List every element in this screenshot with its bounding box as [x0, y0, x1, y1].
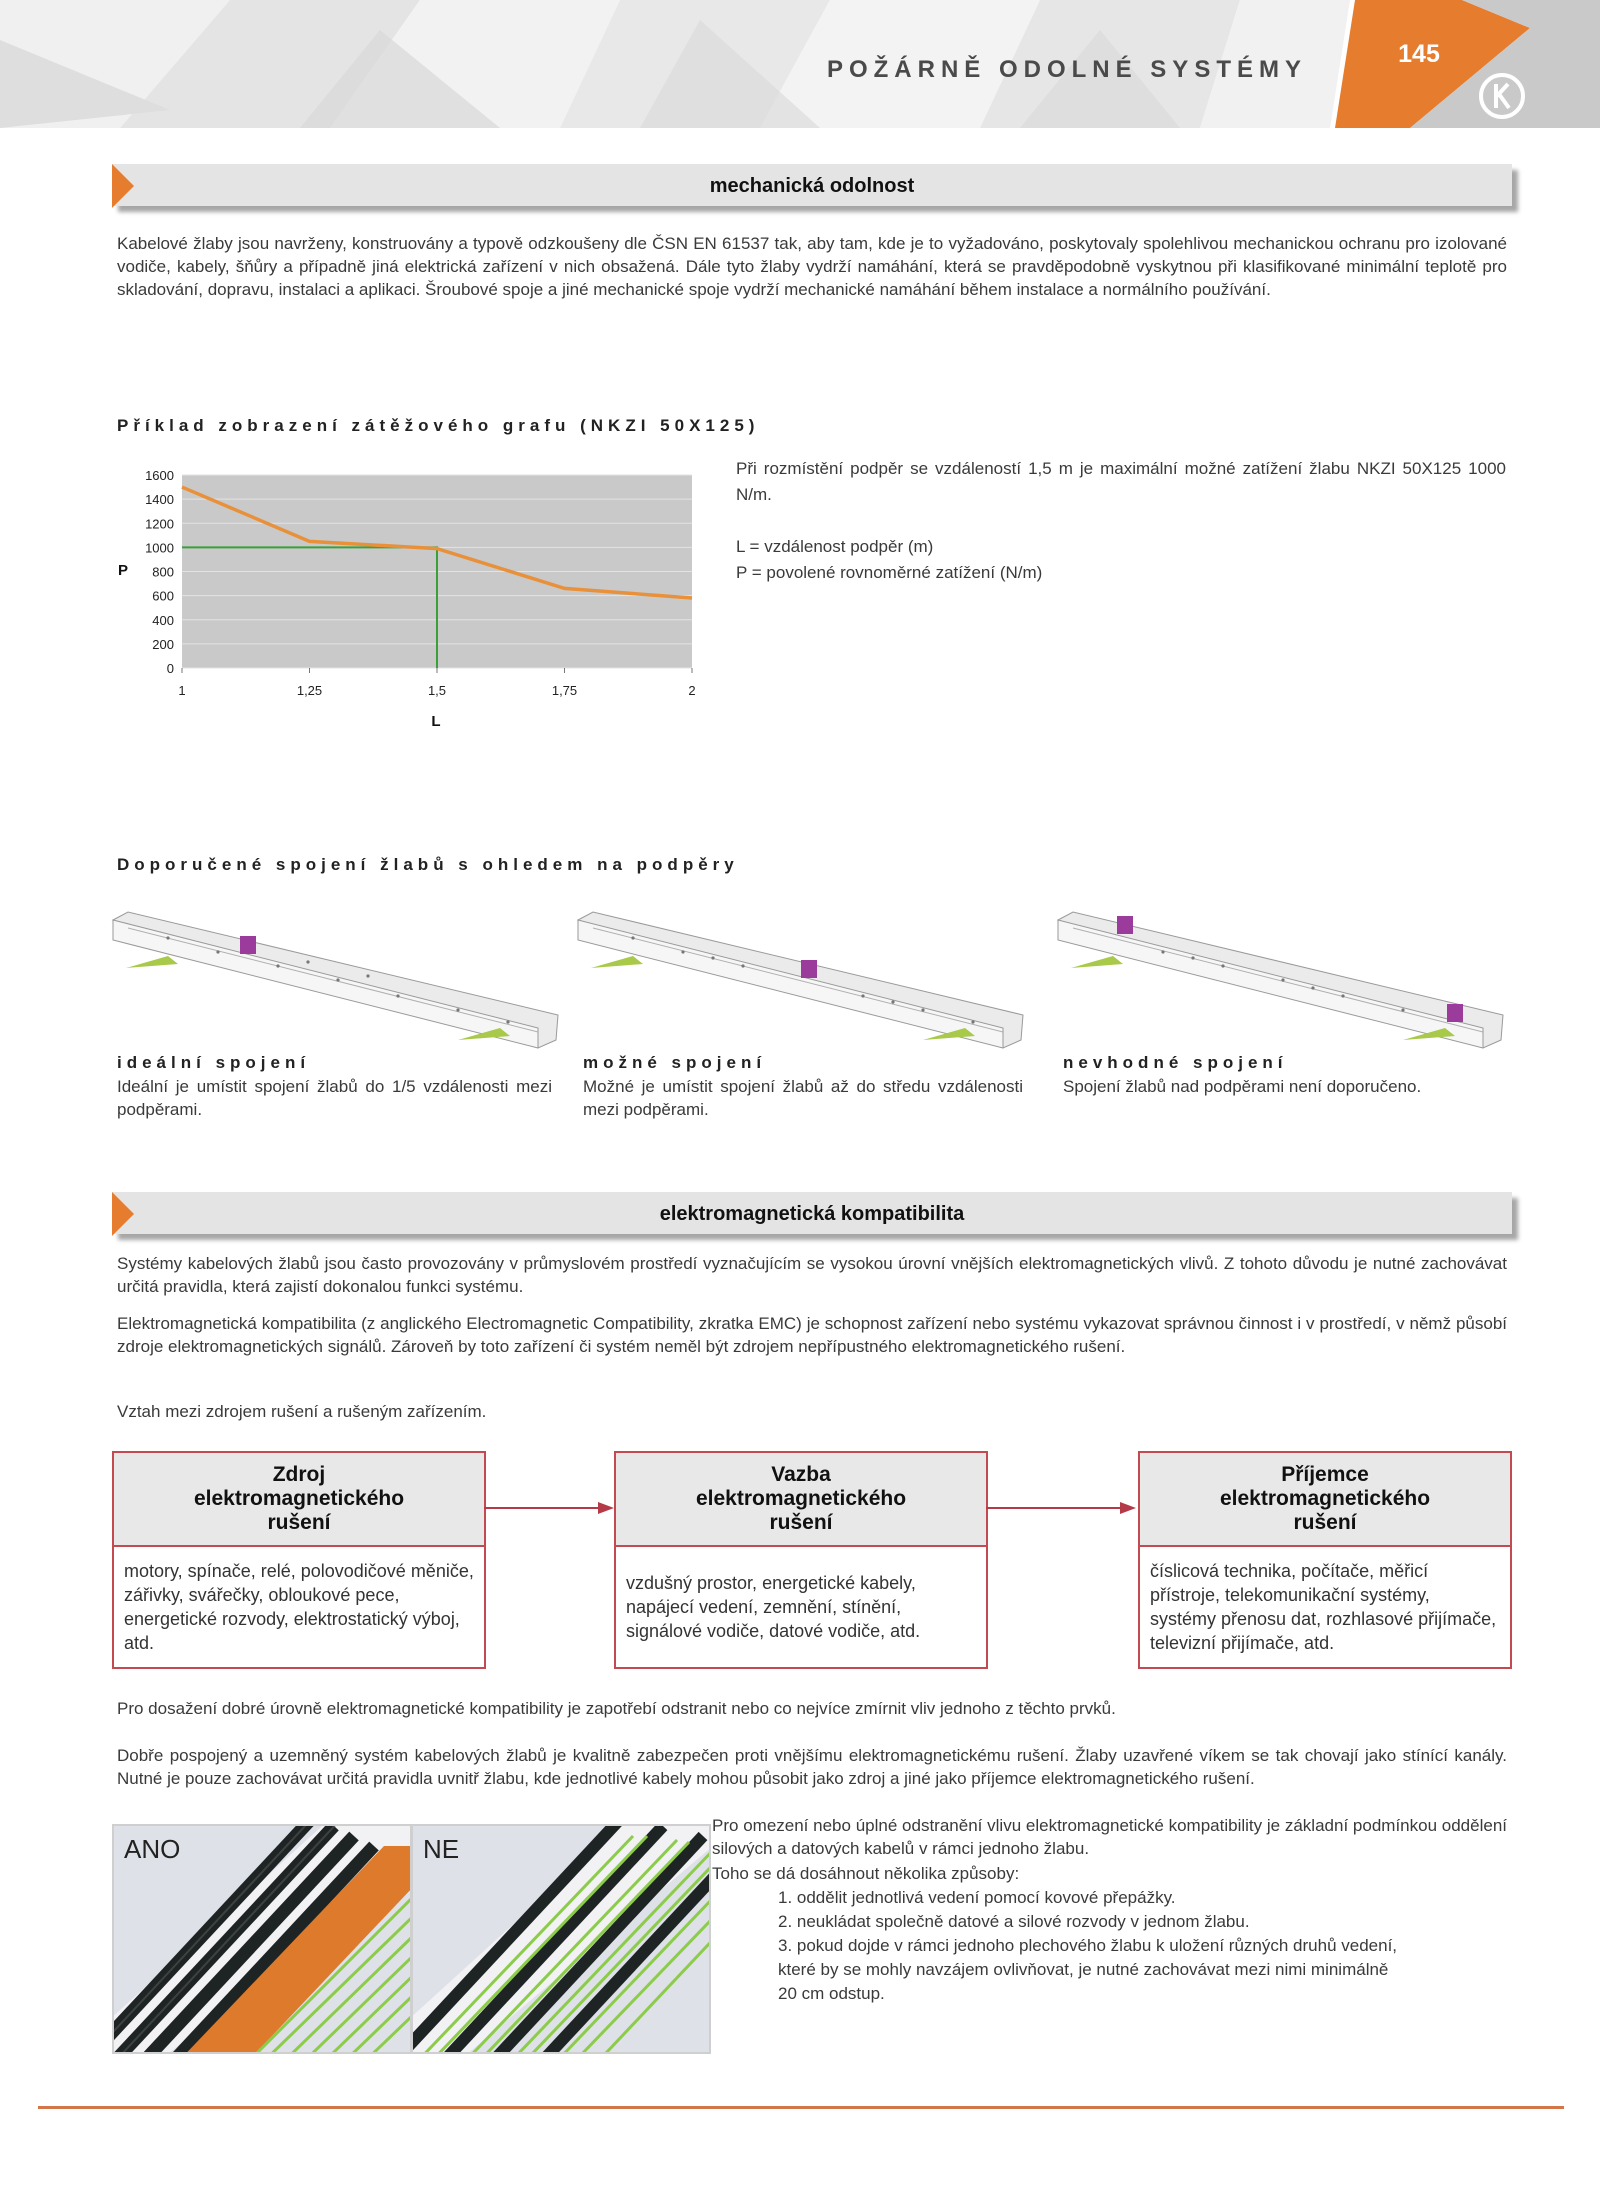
- emc-box-title: Příjemce: [1281, 1463, 1369, 1486]
- tray-unsuitable-illustration: [1053, 900, 1505, 1060]
- emc-box-text: motory, spínače, relé, polovodičové měniče, zářivky, svářečky, obloukové pece, energetické rozvody, elektrostatický výboj, atd.: [124, 1561, 474, 1653]
- emc-paragraph-1: Systémy kabelových žlabů jsou často provozovány v průmyslovém prostředí vyznačujícím se vysokou úrovní vnějších elektromagnetických vlivů. Z tohoto důvodu je nutné zachovávat určitá pravidla, která zajistí dokonalou funkci systému.: [117, 1254, 1507, 1296]
- x-tick-label: 1: [178, 683, 186, 698]
- arrow-right-icon: [986, 1498, 1138, 1518]
- emc-final-lead: Toho se dá dosáhnout několika způsoby:: [712, 1864, 1020, 1883]
- footer-rule: [38, 2106, 1564, 2109]
- joint-unsuitable-title: nevhodné spojení: [1063, 1053, 1288, 1072]
- photo-no-label: NE: [423, 1834, 460, 1864]
- joints-heading: Doporučené spojení žlabů s ohledem na podpěry: [117, 855, 739, 874]
- y-tick-label: 600: [152, 588, 174, 604]
- joint-possible-title: možné spojení: [583, 1053, 767, 1072]
- y-tick-label: 1600: [145, 468, 174, 483]
- header-background: [0, 0, 1600, 128]
- x-tick-label: 1,5: [427, 683, 447, 698]
- tray-ideal-illustration: [108, 900, 560, 1060]
- photo-incorrect-separation: [411, 1824, 711, 2054]
- graph-description: Při rozmístění podpěr se vzdáleností 1,5 m je maximální možné zatížení žlabu NKZI 50X125 1000 N/m.: [736, 459, 1506, 504]
- emc-paragraph-3: Pro dosažení dobré úrovně elektromagnetické kompatibility je zapotřebí odstranit nebo co nejvíce zmírnit vliv jednoho z těchto prvků.: [117, 1699, 1116, 1718]
- legend-l: L = vzdálenost podpěr (m): [736, 537, 934, 556]
- x-axis-label: L: [431, 713, 441, 730]
- emc-box-text: číslicová technika, počítače, měřicí přístroje, telekomunikační systémy, systémy přenosu dat, rozhlasové přijímače, televizní přijímače, atd.: [1150, 1561, 1497, 1653]
- y-tick-label: 1200: [145, 516, 174, 532]
- mechanical-paragraph: Kabelové žlaby jsou navrženy, konstruovány a typově odzkoušeny dle ČSN EN 61537 tak, aby tam, kde je to vyžadováno, poskytovaly spolehlivou mechanickou ochranu pro izolované vodiče, kabely, šňůry a případně jiná elektrická zařízení v nich obsažená. Dále tyto žlaby vydrží namáhání, která se pravděpodobně vyskytnou při klasifikované minimální teplotě pro skladování, dopravu, instalaci a aplikaci. Šroubové spoje a jiné mechanické spoje vydrží mechanické namáhání během instalace a normálního používání.: [117, 234, 1507, 299]
- emc-box-title: Vazba: [771, 1463, 831, 1486]
- list-item: 3. pokud dojde v rámci jednoho plechového žlabu k uložení různých druhů vedení,: [778, 1936, 1398, 1955]
- y-tick-label: 400: [152, 612, 174, 628]
- x-tick-label: 1,25: [296, 683, 323, 698]
- photo-yes-label: ANO: [124, 1834, 181, 1864]
- x-tick-label: 2: [688, 683, 696, 698]
- x-tick-label: 1,75: [551, 683, 578, 698]
- emc-box-title: elektromagnetického: [695, 1487, 907, 1510]
- joint-ideal-title: ideální spojení: [117, 1053, 311, 1072]
- emc-coupling-box: [614, 1451, 988, 1669]
- list-item: 20 cm odstup.: [778, 1984, 885, 2003]
- y-axis-label: P: [118, 562, 129, 579]
- emc-final-intro: Pro omezení nebo úplné odstranění vlivu elektromagnetické kompatibility je základní podmínkou oddělení silových a datových kabelů v rámci jednoho žlabu.: [712, 1816, 1507, 1858]
- section-mechanical-resistance-bar: [112, 164, 1512, 208]
- k-logo-icon: [1478, 72, 1526, 120]
- photo-correct-separation: [112, 1824, 412, 2054]
- emc-box-title: elektromagnetického: [1219, 1487, 1431, 1510]
- emc-paragraph-4: Dobře pospojený a uzemněný systém kabelových žlabů je kvalitně zabezpečen proti vnějšímu elektromagnetickému rušení. Žlaby uzavřené víkem se tak chovají jako stínící kanály. Nutné je pouze zachovávat určitá pravidla uvnitř žlabu, kde jednotlivé kabely mohou působit jako zdroj a jiné jako příjemce elektromagnetického rušení.: [117, 1746, 1507, 1788]
- section-title: elektromagnetická kompatibilita: [659, 1203, 965, 1225]
- emc-box-title: rušení: [769, 1511, 833, 1534]
- list-item: 2. neukládat společně datové a silové rozvody v jednom žlabu.: [778, 1912, 1250, 1931]
- list-item: které by se mohly navzájem ovlivňovat, je nutné zachovávat mezi nimi minimálně: [778, 1960, 1389, 1979]
- joint-ideal-text: Ideální je umístit spojení žlabů do 1/5 vzdálenosti mezi podpěrami.: [117, 1077, 552, 1119]
- graph-heading: Příklad zobrazení zátěžového grafu (NKZI 50X125): [117, 416, 760, 435]
- emc-box-text: vzdušný prostor, energetické kabely, napájecí vedení, zemnění, stínění, signálové vodiče, datové vodiče, atd.: [626, 1573, 921, 1641]
- y-tick-label: 0: [166, 661, 174, 676]
- y-tick-label: 200: [152, 636, 174, 652]
- emc-paragraph-2: Elektromagnetická kompatibilita (z anglického Electromagnetic Compatibility, zkratka EMC) je schopnost zařízení nebo systému vykazovat správnou činnost i v prostředí, v němž působí zdroje elektromagnetických signálů. Zároveň by toto zařízení či systém neměl být zdrojem nepřípustného elektromagnetického rušení.: [117, 1314, 1507, 1356]
- emc-receiver-box: [1138, 1451, 1512, 1669]
- load-chart: [112, 460, 712, 740]
- y-tick-label: 800: [152, 564, 174, 580]
- arrow-right-icon: [484, 1498, 616, 1518]
- emc-box-title: rušení: [267, 1511, 331, 1534]
- list-item: 1. oddělit jednotlivá vedení pomocí kovové přepážky.: [778, 1888, 1176, 1907]
- tray-possible-illustration: [573, 900, 1025, 1060]
- joint-unsuitable-text: Spojení žlabů nad podpěrami není doporučeno.: [1063, 1077, 1422, 1096]
- emc-relation-intro: Vztah mezi zdrojem rušení a rušeným zařízením.: [117, 1402, 487, 1421]
- emc-source-box: [112, 1451, 486, 1669]
- joint-possible-text: Možné je umístit spojení žlabů až do středu vzdálenosti mezi podpěrami.: [583, 1077, 1023, 1119]
- header-title: POŽÁRNĚ ODOLNÉ SYSTÉMY: [826, 56, 1307, 83]
- y-tick-label: 1400: [145, 492, 174, 508]
- emc-box-title: Zdroj: [272, 1463, 326, 1486]
- section-title: mechanická odolnost: [709, 175, 915, 197]
- emc-box-title: rušení: [1293, 1511, 1357, 1534]
- y-tick-label: 1000: [145, 540, 174, 556]
- section-emc-bar: [112, 1192, 1512, 1236]
- page-number: 145: [1398, 40, 1440, 68]
- emc-box-title: elektromagnetického: [193, 1487, 405, 1510]
- legend-p: P = povolené rovnoměrné zatížení (N/m): [736, 563, 1043, 582]
